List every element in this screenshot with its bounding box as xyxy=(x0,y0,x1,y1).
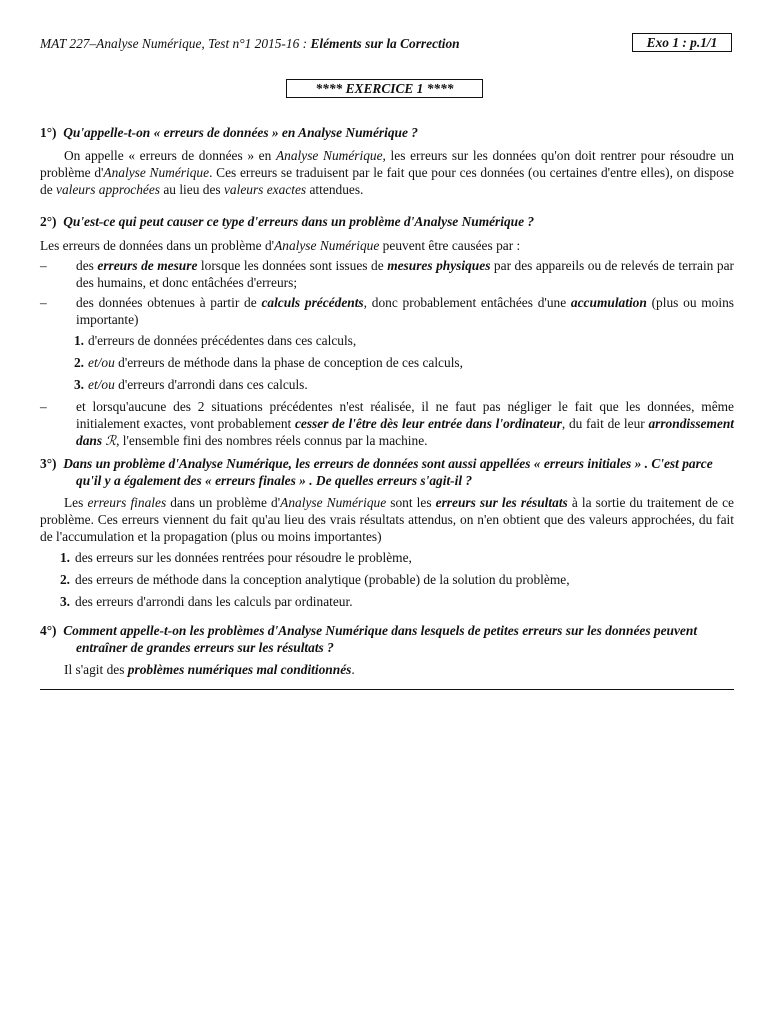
bold-italic-run: erreurs sur les résultats xyxy=(435,495,568,510)
item-text: des erreurs d'arrondi dans les calculs par ordinateur. xyxy=(75,594,353,609)
text-run: (plus ou moins importante) xyxy=(76,295,735,327)
text-run: . Ces erreurs se traduisent par le fait que pour ces données (ou certaines d'entre elles), on dispose de xyxy=(40,165,734,197)
item-text: d'erreurs d'arrondi dans ces calculs. xyxy=(114,377,308,392)
question-4-heading xyxy=(40,622,734,656)
italic-run: Analyse Numérique xyxy=(274,238,380,253)
item-text: d'erreurs de méthode dans la phase de conception de ces calculs, xyxy=(114,355,463,370)
item-number: 3. xyxy=(59,594,70,609)
text-run: dans un problème d' xyxy=(166,495,281,510)
italic-run: valeurs approchées xyxy=(56,182,160,197)
question-text: Qu'appelle-t-on « erreurs de données » en Analyse Numérique ? xyxy=(63,125,418,140)
text-run: , l'ensemble fini des nombres réels connus par la machine. xyxy=(116,433,428,448)
page-reference-box: Exo 1 : p.1/1 xyxy=(632,33,732,52)
item-number: 2. xyxy=(59,572,70,587)
cause-item xyxy=(40,398,734,449)
italic-run: et/ou xyxy=(88,355,115,370)
answer-4 xyxy=(40,661,734,678)
header-bold-text: Eléments sur la Correction xyxy=(310,36,460,51)
bold-italic-run: erreurs de mesure xyxy=(97,258,198,273)
text-run: Il s'agit des xyxy=(64,662,128,677)
question-3 xyxy=(40,455,734,615)
text-run: attendues. xyxy=(306,182,364,197)
numbered-item xyxy=(40,549,734,566)
answer-1 xyxy=(40,147,734,198)
dash-bullet: – xyxy=(40,399,47,414)
question-2-heading xyxy=(40,213,734,230)
text-run: Les xyxy=(64,495,88,510)
numbered-item xyxy=(40,593,734,610)
text-run: Les erreurs de données dans un problème d' xyxy=(40,238,275,253)
question-number: 3°) xyxy=(40,456,57,471)
italic-run: Analyse Numérique xyxy=(275,148,383,163)
item-number: 2. xyxy=(73,355,84,370)
bold-italic-run: arrondissement dans xyxy=(76,416,735,448)
text-run: au lieu des xyxy=(160,182,224,197)
text-run: . xyxy=(351,662,355,677)
running-header xyxy=(40,35,460,52)
text-run: , donc probablement entâchées d'une xyxy=(363,295,571,310)
question-text: Qu'est-ce qui peut causer ce type d'erreurs dans un problème d'Analyse Numérique ? xyxy=(63,214,535,229)
italic-run: Analyse Numérique xyxy=(103,165,210,180)
text-run: des données obtenues à partir de xyxy=(76,295,262,310)
numbered-item xyxy=(40,376,734,393)
question-text: Dans un problème d'Analyse Numérique, les erreurs de données sont aussi appellées « erreurs initiales » . C'est parce qu'il y a également des « erreurs finales » . De quelles erreurs s'agit-il ? xyxy=(63,456,713,488)
question-number: 2°) xyxy=(40,214,57,229)
text-run: , les erreurs sur les données qu'on doit rentrer pour résoudre un problème d' xyxy=(40,148,734,180)
text-run: par des appareils ou de relevés de terrain par des humains, et donc entâchées d'erreurs; xyxy=(76,258,734,290)
closing-rule xyxy=(40,689,734,690)
cause-item xyxy=(40,294,734,328)
answer-2-intro xyxy=(40,237,734,254)
italic-run: Analyse Numérique xyxy=(280,495,387,510)
cause-item xyxy=(40,257,734,291)
question-2 xyxy=(40,213,734,449)
numbered-item xyxy=(40,354,734,371)
text-run: des xyxy=(76,258,98,273)
text-run: sont les xyxy=(386,495,436,510)
bold-italic-run: mesures physiques xyxy=(387,258,491,273)
question-number: 4°) xyxy=(40,623,57,638)
item-number: 1. xyxy=(59,550,70,565)
numbered-item xyxy=(40,332,734,349)
dash-bullet: – xyxy=(40,258,47,273)
item-number: 3. xyxy=(73,377,84,392)
bold-italic-run: accumulation xyxy=(570,295,647,310)
text-run: , du fait de leur xyxy=(561,416,649,431)
question-1-heading xyxy=(40,124,734,141)
math-symbol: ℛ xyxy=(105,433,117,448)
item-text: des erreurs sur les données rentrées pour résoudre le problème, xyxy=(75,550,412,565)
italic-run: valeurs exactes xyxy=(223,182,307,197)
bold-italic-run: problèmes numériques mal conditionnés xyxy=(127,662,352,677)
text-run: à la sortie du traitement de ce problème. Ces erreurs viennent du fait qu'au lieu des vrais résultats attendus, on n'en obtient que des valeurs approchées, du fait de l'accumulation et la propagation (plus ou moins importantes) xyxy=(40,495,734,544)
bold-italic-run: cesser de l'être dès leur entrée dans l'ordinateur xyxy=(294,416,562,431)
dash-bullet: – xyxy=(40,295,47,310)
answer-3 xyxy=(40,494,734,545)
item-text: des erreurs de méthode dans la conception analytique (probable) de la solution du problème, xyxy=(75,572,570,587)
italic-run: erreurs finales xyxy=(87,495,167,510)
question-3-heading xyxy=(40,455,734,489)
text-run: On appelle « erreurs de données » en xyxy=(64,148,276,163)
item-text: d'erreurs de données précédentes dans ces calculs, xyxy=(88,333,357,348)
header-text: MAT 227–Analyse Numérique, Test n°1 2015-16 : xyxy=(40,36,311,51)
bold-italic-run: calculs précédents xyxy=(261,295,364,310)
text-run: lorsque les données sont issues de xyxy=(197,258,388,273)
question-number: 1°) xyxy=(40,125,57,140)
question-4 xyxy=(40,622,734,678)
question-text: Comment appelle-t-on les problèmes d'Analyse Numérique dans lesquels de petites erreurs sur les données peuvent entraîner de grandes erreurs sur les résultats ? xyxy=(63,623,698,655)
text-run: peuvent être causées par : xyxy=(379,238,521,253)
question-1 xyxy=(40,124,734,198)
text-run: et lorsqu'aucune des 2 situations précédentes n'est réalisée, il ne faut pas négliger le fait que les données, même initialement exactes, vont probablement xyxy=(76,399,734,431)
exercise-title: **** EXERCICE 1 **** xyxy=(286,79,483,98)
item-number: 1. xyxy=(73,333,84,348)
italic-run: et/ou xyxy=(88,377,115,392)
numbered-item xyxy=(40,571,734,588)
